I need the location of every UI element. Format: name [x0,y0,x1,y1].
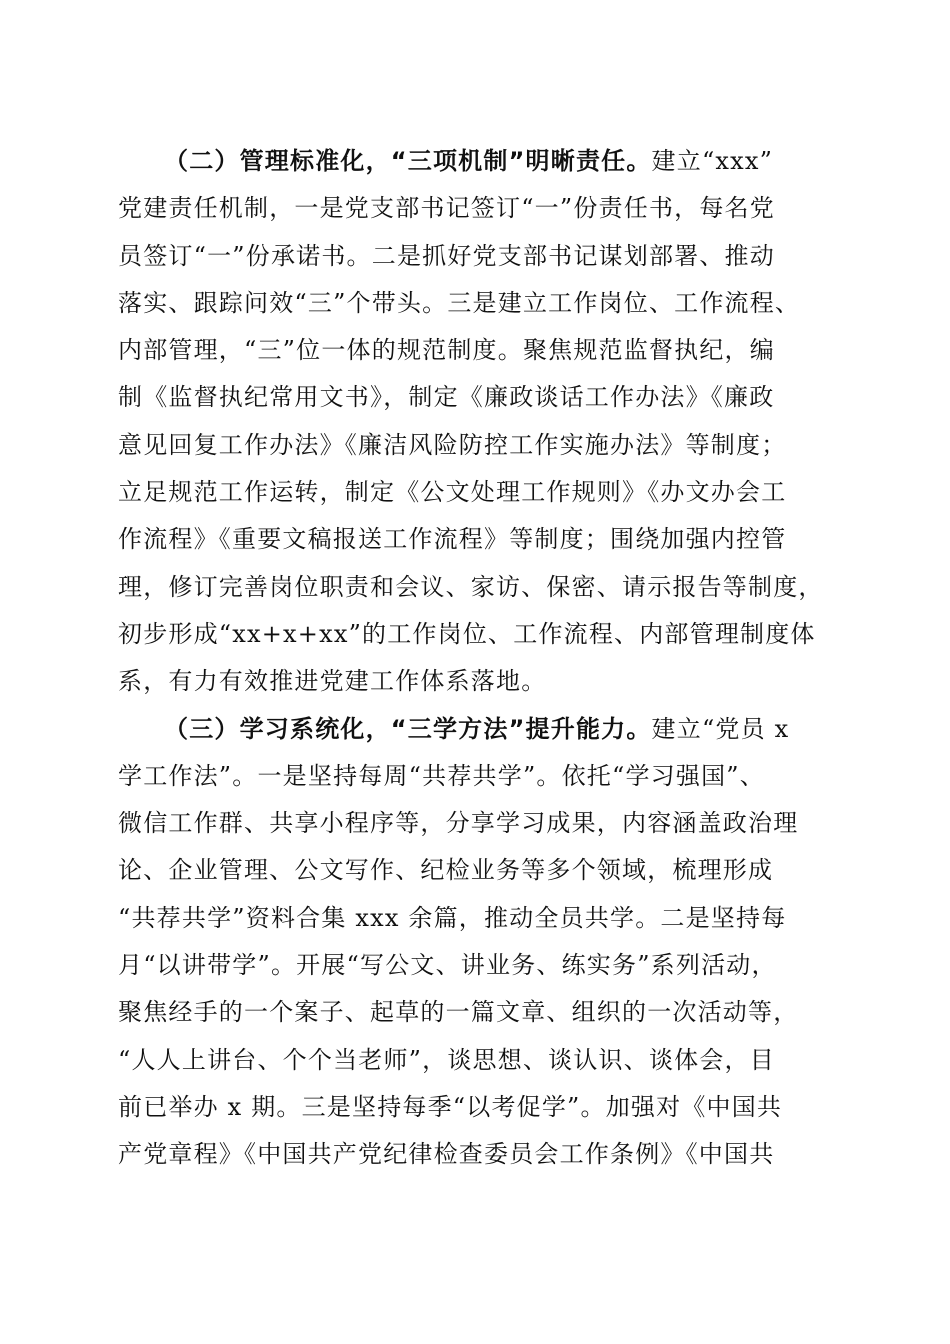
paragraph-line: 论、企业管理、公文写作、纪检业务等多个领域，梳理形成 [118,856,774,885]
paragraph-line: “人人上讲台、个个当老师”，谈思想、谈认识、谈体会，目 [118,1045,775,1074]
paragraph-line: 落实、跟踪问效“三”个带头。三是建立工作岗位、工作流程、 [118,288,801,317]
section-heading-2: （二）管理标准化，“三项机制”明晰责任。 [164,147,652,175]
document-body [118,138,832,1179]
paragraph-text: 建立“xxx” [651,147,774,175]
paragraph-text: 建立“党员 x [651,714,790,743]
paragraph-line: 学工作法”。一是坚持每周“共荐共学”。依托“学习强国”、 [118,761,765,790]
paragraph-line: 制《监督执纪常用文书》，制定《廉政谈话工作办法》《廉政 [118,383,775,412]
paragraph-line: 内部管理，“三”位一体的规范制度。聚焦规范监督执纪，编 [118,336,775,365]
paragraph-line: 理，修订完善岗位职责和会议、家访、保密、请示报告等制度， [118,572,824,601]
paragraph-2-first-line [118,138,832,185]
paragraph-line: 党建责任机制，一是党支部书记签订“一”份责任书，每名党 [118,194,775,223]
paragraph-line: 聚焦经手的一个案子、起草的一篇文章、组织的一次活动等， [118,998,799,1027]
paragraph-line: 意见回复工作办法》《廉洁风险防控工作实施办法》等制度； [118,430,787,459]
paragraph-line: 微信工作群、共享小程序等，分享学习成果，内容涵盖政治理 [118,809,799,838]
section-heading-3: （三）学习系统化，“三学方法”提升能力。 [164,714,652,743]
paragraph-line: 前已举办 x 期。三是坚持每季“以考促学”。加强对《中国共 [118,1092,783,1121]
paragraph-line: 作流程》《重要文稿报送工作流程》等制度；围绕加强内控管 [118,525,787,554]
paragraph-line: 初步形成“xx+x+xx”的工作岗位、工作流程、内部管理制度体 [118,619,816,648]
paragraph-line: 系，有力有效推进党建工作体系落地。 [118,667,547,696]
paragraph-line: “共荐共学”资料合集 xxx 余篇，推动全员共学。二是坚持每 [118,903,787,932]
paragraph-line: 立足规范工作运转，制定《公文处理工作规则》《办文办会工 [118,478,787,507]
paragraph-line: 月“以讲带学”。开展“写公文、讲业务、练实务”系列活动， [118,951,777,980]
paragraph-3-first-line [118,706,832,753]
paragraph-line: 员签订“一”份承诺书。二是抓好党支部书记谋划部署、推动 [118,241,775,270]
paragraph-line: 产党章程》《中国共产党纪律检查委员会工作条例》《中国共 [118,1140,775,1169]
